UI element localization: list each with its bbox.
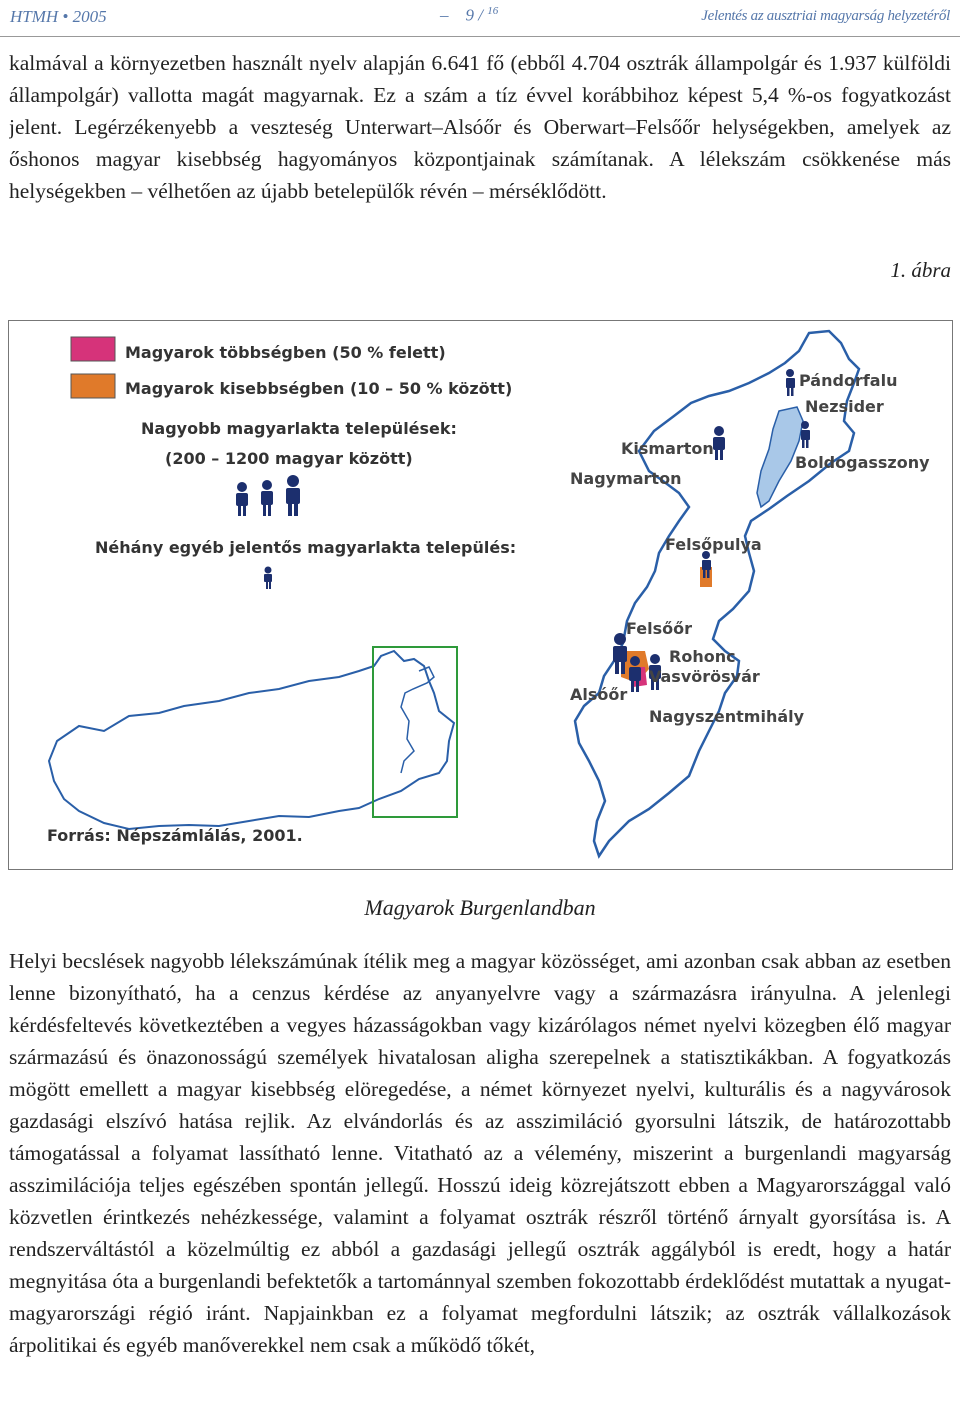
- place-nagymarton: Nagymarton: [570, 469, 682, 488]
- running-title: Jelentés az ausztriai magyarság helyzetéről: [701, 8, 950, 24]
- body-paragraph-1: kalmával a környezetben használt nyelv alapján 6.641 fő (ebből 4.704 osztrák állampolgár és 1.937 külföldi állampolgár) vallotta magát magyarnak. Ez a szám a tíz évvel korábbihoz képest 5,4 %-os fogyatkozást jelent. Legérzékenyebb a veszteség Unterwart–Alsóőr és Oberwart–Felsőőr helységekben, amelyek az őshonos magyar kisebbség hagyományos központjainak számítanak. A lélekszám csökkenése más helységekben – vélhetően az újabb betelepülők révén – mérséklődött.: [9, 51, 951, 203]
- legend-small-person-icon: [264, 567, 272, 590]
- place-alsoor: Alsóőr: [570, 685, 628, 704]
- legend-minority-swatch: [71, 374, 115, 398]
- map-source: Forrás: Népszámlálás, 2001.: [47, 826, 303, 845]
- place-vasvorosvar: Vasvörösvár: [649, 667, 760, 686]
- place-kismarton: Kismarton: [621, 439, 714, 458]
- place-nagyszentmihaly: Nagyszentmihály: [649, 707, 805, 726]
- journal-name: HTMH • 2005: [10, 7, 107, 26]
- legend-large-person-icon-1: [236, 482, 248, 516]
- legend-large-person-icon-3: [286, 475, 300, 516]
- place-pandorfalu: Pándorfalu: [799, 371, 898, 390]
- place-nezsider: Nezsider: [805, 397, 884, 416]
- legend-larger-range: (200 – 1200 magyar között): [165, 449, 413, 468]
- felsoor-person-icon: [613, 633, 627, 674]
- kismarton-person-icon: [713, 426, 725, 460]
- figure-caption: Magyarok Burgenlandban: [364, 895, 596, 920]
- legend-other-title: Néhány egyéb jelentős magyarlakta település:: [95, 538, 517, 557]
- place-rohonc: Rohonc: [669, 647, 736, 666]
- place-felsoor: Felsőőr: [626, 619, 693, 638]
- pandorfalu-person-icon: [786, 369, 795, 396]
- inset-box: [373, 647, 457, 817]
- legend-larger-title: Nagyobb magyarlakta települések:: [141, 419, 457, 438]
- page-header: [0, 0, 960, 37]
- place-boldogasszony: Boldogasszony: [795, 453, 930, 472]
- austria-outline: [49, 651, 454, 829]
- place-felsopulya: Felsőpulya: [665, 535, 762, 554]
- burgenland-map-figure: [8, 320, 953, 870]
- legend-majority-swatch: [71, 337, 115, 361]
- page-number: – 9 / $^{16}$: [440, 5, 499, 25]
- legend-large-person-icon-2: [261, 480, 273, 516]
- legend-majority-label: Magyarok többségben (50 % felett): [125, 343, 446, 362]
- boldogasszony-person-icon: [801, 421, 810, 448]
- figure-label: 1. ábra: [890, 258, 951, 282]
- body-paragraph-2: Helyi becslések nagyobb lélekszámúnak ítélik meg a magyar közösséget, ami azonban csak abban az esetben lenne bizonyítható, ha a cenzus kérdése az anyanyelvre vagy a származásra irányulna. A jelenlegi kérdésfeltevés következtében a vegyes házasságokban vagy kizárólagos német nyelvi közegben élő magyar származású és önazonosságú személyek hivatalosan aligha szerepelnek a statisztikákban. A fogyatkozás mögött emellett a magyar kisebbség elöregedése, a német környezet nyelvi, kulturális és a nagyvárosok gazdasági elszívó hatása rejlik. Az elvándorlás és az asszimiláció gyorsulni látszik, de határozottabb támogatással a folyamat lassítható lenne. Vitatható az a vélemény, miszerint a burgenlandi magyarság asszimilációja teljes egészében spontán jellegű. Hosszú ideig közrejátszott ebben a Magyarországgal való közvetlen érintkezés nehézkessége, valamint a folyamat osztrák részről történő árnyalt gyorsítása is. A rendszerváltástól a közelmúltig ez abból a gazdasági jellegű osztrák aggályból is eredt, hogy a határ megnyitása óta a burgenlandi befektetők a tartománnyal szemben fokozottabb érdeklődést mutattak a nyugat-magyarországi régió iránt. Napjainkban ez a folyamat megfordulni látszik; az osztrák vállalkozások árpolitikai és egyéb manőverekkel nem csak a működő tőkét,: [9, 949, 951, 1357]
- legend-minority-label: Magyarok kisebbségben (10 – 50 % között): [125, 379, 513, 398]
